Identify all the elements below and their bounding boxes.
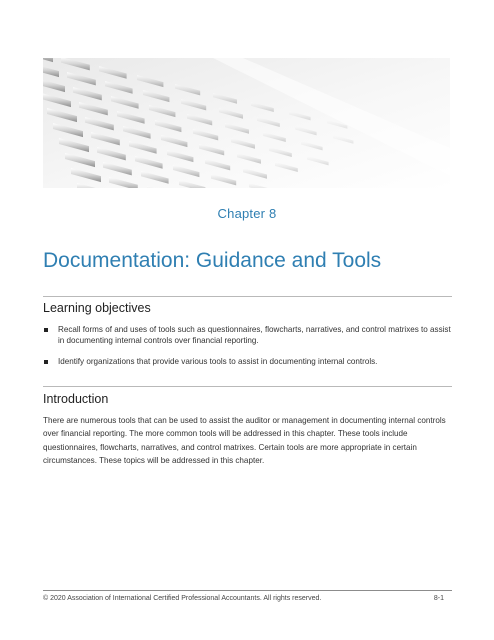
abstract-architecture-graphic <box>43 58 450 188</box>
objective-text: Identify organizations that provide various tools to assist in documenting internal controls. <box>58 357 378 366</box>
objective-text: Recall forms of and uses of tools such as questionnaires, flowcharts, narratives, and control matrixes to assist in documenting internal controls over financial reporting. <box>58 325 451 345</box>
section-divider <box>43 296 452 297</box>
footer-divider <box>43 590 452 591</box>
learning-objectives-list <box>43 324 453 377</box>
list-item <box>43 324 453 346</box>
copyright-notice: © 2020 Association of International Certified Professional Accountants. All rights reserved. <box>43 595 322 602</box>
section-divider <box>43 386 452 387</box>
introduction-heading: Introduction <box>43 392 109 406</box>
introduction-paragraph: There are numerous tools that can be used to assist the auditor or management in documenting internal controls over financial reporting. The more common tools will be addressed in this chapter. These tools include questionnaires, flowcharts, narratives, and control matrixes. Certain tools are more appropriate in certain circumstances. These topics will be addressed in this chapter. <box>43 416 446 466</box>
square-bullet-icon <box>44 360 48 364</box>
list-item <box>43 356 453 367</box>
chapter-number-label: Chapter 8 <box>217 206 277 221</box>
learning-objectives-heading: Learning objectives <box>43 301 151 315</box>
chapter-title: Documentation: Guidance and Tools <box>43 249 382 272</box>
chapter-banner-image <box>43 58 450 188</box>
square-bullet-icon <box>44 328 48 332</box>
page-number: 8-1 <box>433 595 444 602</box>
